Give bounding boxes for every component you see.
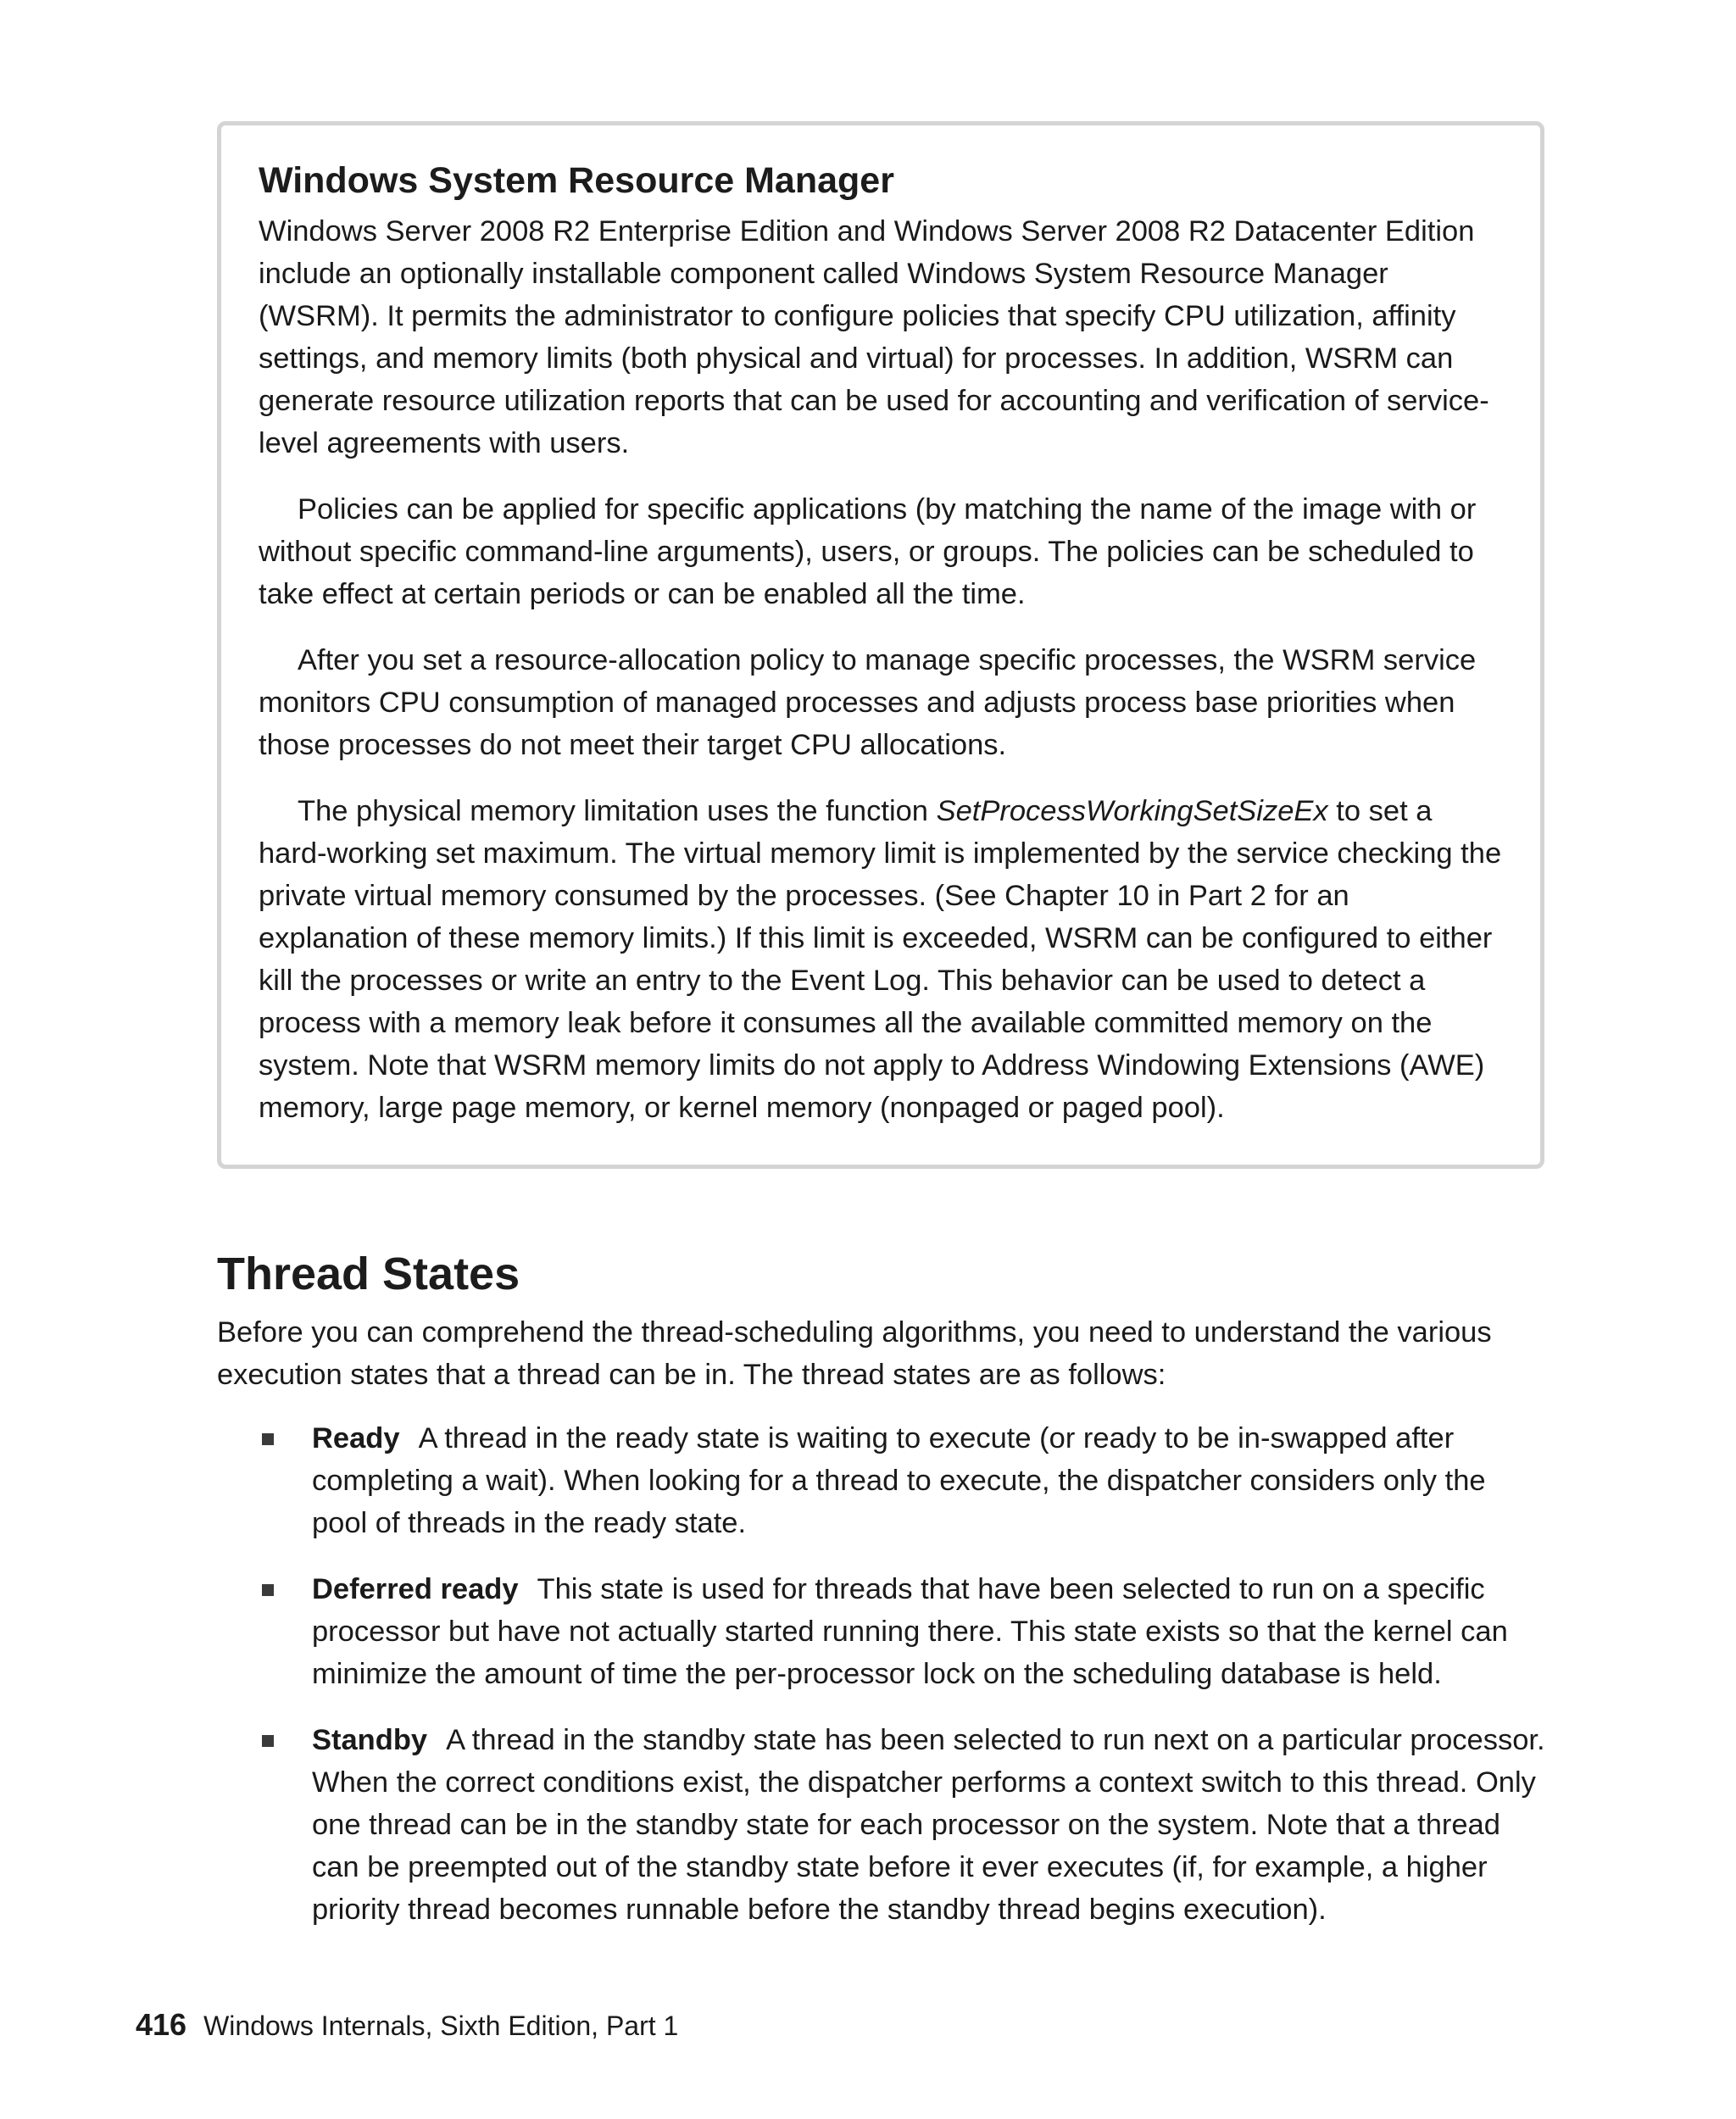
function-name: SetProcessWorkingSetSizeEx bbox=[936, 795, 1328, 827]
sidebar-title: Windows System Resource Manager bbox=[259, 160, 894, 201]
sidebar-paragraph-3: After you set a resource-allocation policy to manage specific processes, the WSRM service monitors CPU consumption of managed processes and adjusts process base priorities when those processes do not meet their target CPU allocations. bbox=[259, 644, 1477, 761]
p4-text-before: The physical memory limitation uses the function bbox=[298, 795, 937, 827]
section-intro: Before you can comprehend the thread-scheduling algorithms, you need to understand the various execution states that a thread can be in. The thread states are as follows: bbox=[217, 1316, 1492, 1391]
list-item-deferred-ready bbox=[217, 1568, 1548, 1695]
book-title: Windows Internals, Sixth Edition, Part 1 bbox=[203, 2011, 679, 2041]
definition-ready: A thread in the ready state is waiting to execute (or ready to be in-swapped after completing a wait). When looking for a thread to execute, the dispatcher considers only the pool of threads in the ready state. bbox=[312, 1422, 1486, 1539]
page-footer bbox=[136, 2006, 678, 2044]
list-item-standby bbox=[217, 1719, 1548, 1931]
thread-state-list bbox=[217, 1417, 1548, 1955]
square-bullet-icon bbox=[262, 1584, 274, 1596]
square-bullet-icon bbox=[262, 1433, 274, 1445]
square-bullet-icon bbox=[262, 1735, 274, 1747]
sidebar-paragraph-2: Policies can be applied for specific applications (by matching the name of the image with or without specific command-line arguments), users, or groups. The policies can be scheduled to take effect at certain periods or can be enabled all the time. bbox=[259, 493, 1477, 610]
p4-text-after: to set a hard-working set maximum. The virtual memory limit is implemented by the service checking the private virtual memory consumed by the processes. (See Chapter 10 in Part 2 for an explanation of these memory limits.) If this limit is exceeded, WSRM can be configured to either kill the processes or write an entry to the Event Log. This behavior can be used to detect a process with a memory leak before it consumes all the available committed memory on the system. Note that WSRM memory limits do not apply to Address Windowing Extensions (AWE) memory, large page memory, or kernel memory (nonpaged or paged pool). bbox=[259, 795, 1502, 1124]
sidebar-paragraph-1: Windows Server 2008 R2 Enterprise Edition and Windows Server 2008 R2 Datacenter Edition include an optionally installable component called Windows System Resource Manager (WSRM). It permits the administrator to configure policies that specify CPU utilization, affinity settings, and memory limits (both physical and virtual) for processes. In addition, WSRM can generate resource utilization reports that can be used for accounting and verification of service-level agreements with users. bbox=[259, 215, 1489, 459]
term-ready: Ready bbox=[312, 1422, 400, 1454]
definition-standby: A thread in the standby state has been selected to run next on a particular processor. When the correct conditions exist, the dispatcher performs a context switch to this thread. Only one thread can be in the standby state for each processor on the system. Note that a thread can be preempted out of the standby state before it ever executes (if, for example, a higher priority thread becomes runnable before the standby thread begins execution). bbox=[312, 1724, 1545, 1926]
section-title: Thread States bbox=[217, 1249, 520, 1299]
definition-deferred-ready: This state is used for threads that have been selected to run on a specific processor but have not actually started running there. This state exists so that the kernel can minimize the amount of time the per-processor lock on the scheduling database is held. bbox=[312, 1573, 1508, 1690]
sidebar-box bbox=[217, 121, 1544, 1169]
sidebar-paragraph-4 bbox=[259, 790, 1506, 1129]
term-deferred-ready: Deferred ready bbox=[312, 1573, 519, 1605]
page-number: 416 bbox=[136, 2007, 187, 2042]
list-item-ready bbox=[217, 1417, 1548, 1544]
term-standby: Standby bbox=[312, 1724, 428, 1756]
